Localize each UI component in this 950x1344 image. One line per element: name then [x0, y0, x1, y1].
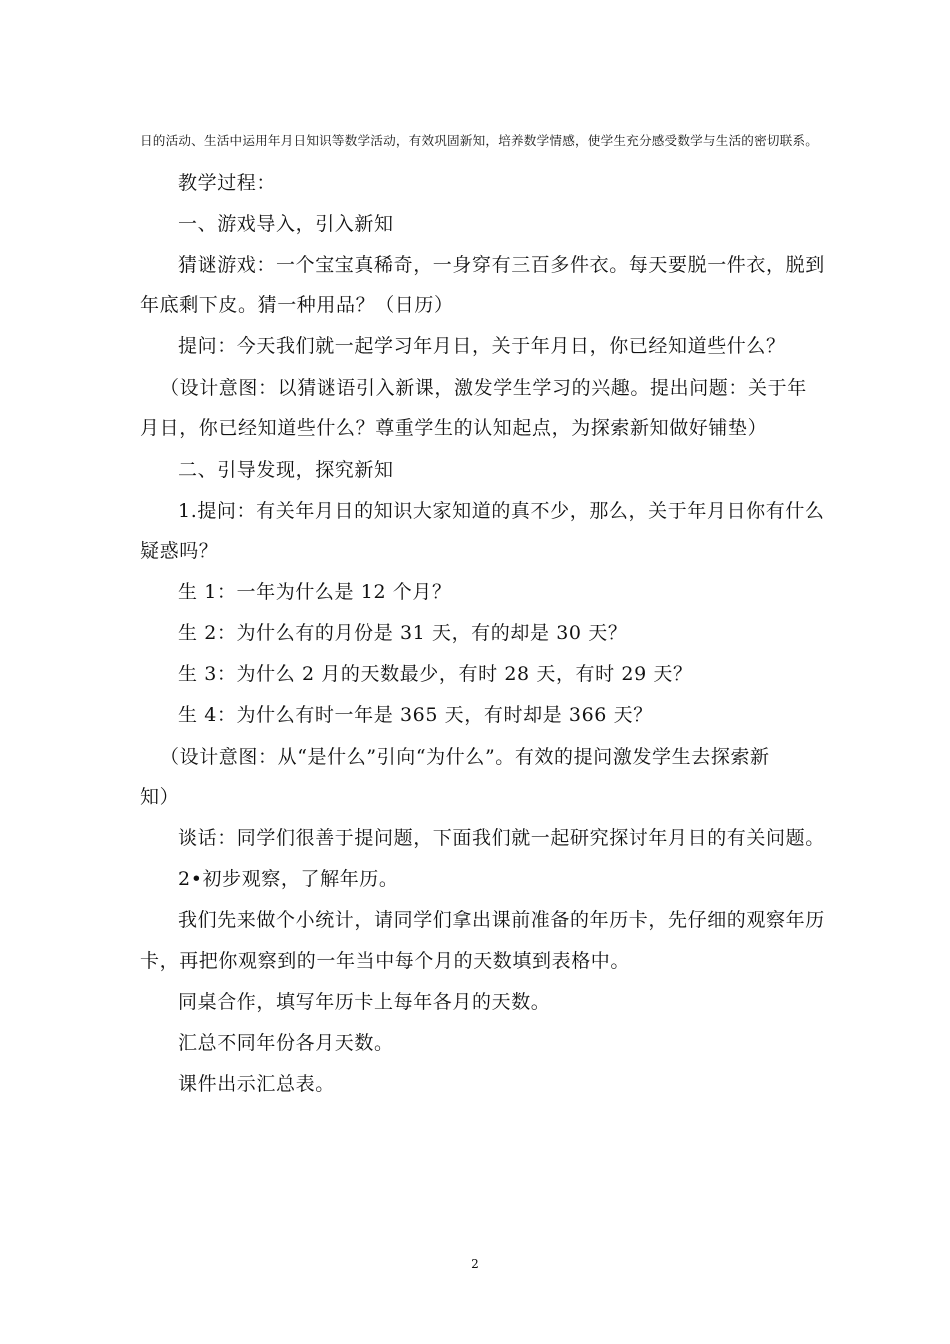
text-line: 2•初步观察，了解年历。 — [178, 868, 399, 890]
text-line-continuation: 日的活动、生活中运用年月日知识等数学活动，有效巩固新知，培养数学情感，使学生充分感受数学与生活的密切联系。 — [140, 133, 819, 148]
section-heading-1: 一、游戏导入，引入新知 — [178, 213, 394, 235]
text-line: 知） — [140, 786, 180, 808]
text-line: 疑惑吗？ — [140, 540, 219, 562]
text-line: 我们先来做个小统计，请同学们拿出课前准备的年历卡，先仔细的观察年历 — [178, 909, 825, 931]
text-line: 谈话：同学们很善于提问题，下面我们就一起研究探讨年月日的有关问题。 — [178, 827, 825, 849]
text-line: 课件出示汇总表。 — [178, 1073, 335, 1095]
text-line: 生 2：为什么有的月份是 31 天，有的却是 30 天？ — [178, 622, 628, 644]
text-line: 卡，再把你观察到的一年当中每个月的天数填到表格中。 — [140, 950, 631, 972]
section-heading-2: 二、引导发现，探究新知 — [178, 459, 394, 481]
text-line: 提问：今天我们就一起学习年月日，关于年月日，你已经知道些什么？ — [178, 335, 786, 357]
text-line: 汇总不同年份各月天数。 — [178, 1032, 394, 1054]
text-line: 生 4：为什么有时一年是 365 天，有时却是 366 天？ — [178, 704, 653, 726]
text-line: 同桌合作，填写年历卡上每年各月的天数。 — [178, 991, 551, 1013]
text-line: （设计意图：以猜谜语引入新课，激发学生学习的兴趣。提出问题：关于年 — [160, 377, 807, 399]
text-line: 月日，你已经知道些什么？尊重学生的认知起点，为探索新知做好铺垫） — [140, 417, 768, 439]
text-line: 生 3：为什么 2 月的天数最少，有时 28 天，有时 29 天？ — [178, 663, 693, 685]
text-line: 生 1：一年为什么是 12 个月？ — [178, 581, 452, 603]
page-number: 2 — [471, 1257, 479, 1271]
text-line: 猜谜游戏：一个宝宝真稀奇，一身穿有三百多件衣。每天要脱一件衣，脱到 — [178, 254, 825, 276]
text-line: 年底剩下皮。猜一种用品？（日历） — [140, 294, 454, 316]
section-heading-teaching-process: 教学过程： — [178, 172, 277, 194]
text-line: 1.提问：有关年月日的知识大家知道的真不少，那么，关于年月日你有什么 — [178, 500, 825, 522]
text-line: （设计意图：从“是什么”引向“为什么”。有效的提问激发学生去探索新 — [160, 746, 770, 768]
